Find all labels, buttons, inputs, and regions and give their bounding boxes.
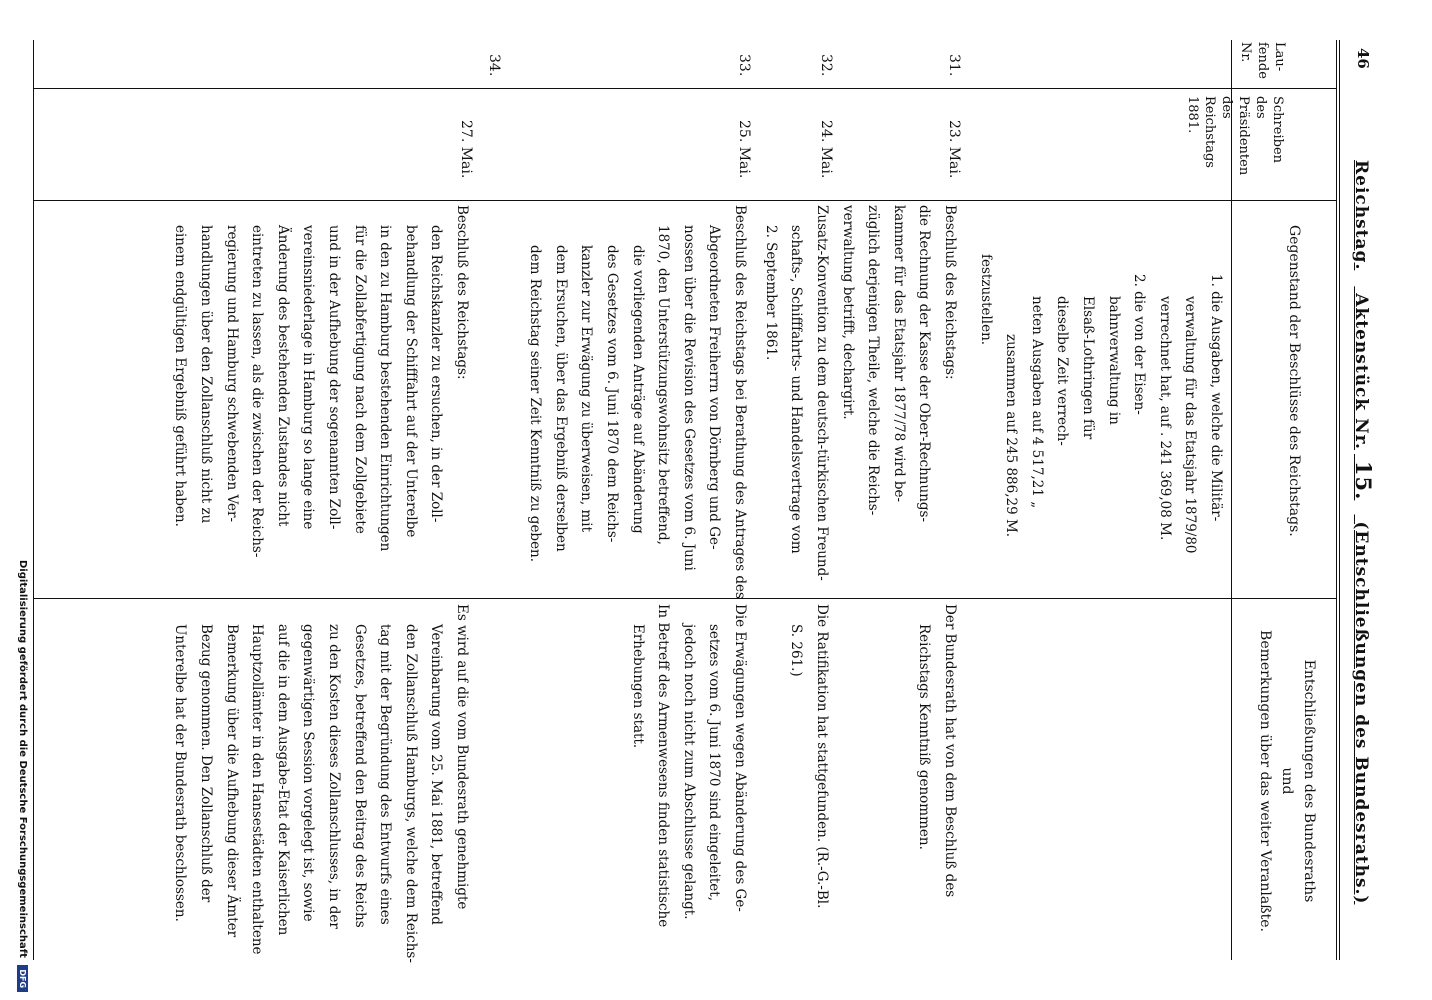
text-line: verwaltung betrifft, dechargirt. [839, 205, 856, 420]
title-number: 15. [1351, 460, 1376, 501]
text-line: jedoch noch nicht zum Abschlusse gelangt. [680, 624, 697, 920]
text-line: neten Ausgaben auf 4 517,21 „ [1028, 296, 1045, 509]
header-text: Schreiben [1270, 96, 1285, 164]
text-line: Gesetzes, betreffend den Beitrag des Reichs [351, 624, 368, 928]
text-line: 2. die von der Eisen- [1131, 274, 1148, 415]
text-line: S. 261.) [788, 624, 805, 677]
header-text: des [1219, 96, 1234, 119]
text-line: vereinsniederlage in Hamburg so lange eine [300, 225, 317, 530]
text-line: zu den Kosten dieses Zollanschlusses, in der [326, 624, 343, 929]
running-title [1351, 160, 1376, 960]
table-top-rule-2 [1336, 40, 1337, 960]
text-line: Bezug genommen. Den Zollanschluß der [198, 624, 215, 903]
row-32-date: 24. Mai. [818, 120, 834, 179]
title-subject: (Entschließungen des Bundesraths.) [1351, 521, 1371, 905]
text-line: Hauptzollämter in den Hansestädten enthaltene [249, 624, 266, 955]
row-32-entschliessung [783, 604, 834, 974]
column-divider-1 [34, 88, 1337, 89]
text-line: Beschluß des Reichstags: [942, 205, 958, 380]
text-line: Die Ratifikation hat stattgefunden. (R.-G.-Bl. [814, 604, 830, 909]
header-text: Lau- [1272, 42, 1287, 72]
header-text: Reichstags [1202, 96, 1217, 168]
text-line: behandlung der Schifffahrt auf der Unterelbe [402, 225, 419, 538]
text-line: für die Zollabfertigung nach dem Zollgebiete [351, 225, 368, 534]
row-34-date: 27. Mai. [458, 120, 474, 179]
row-33-entschliessung [624, 604, 752, 974]
header-text: Nr. [1238, 42, 1253, 63]
text-line: zusammen auf 245 886,29 M. [1003, 334, 1020, 538]
header-text: Präsidenten [1236, 96, 1251, 176]
text-line: Erhebungen statt. [629, 624, 646, 749]
row-34-gegenstand [167, 205, 474, 595]
text-line: kammer für das Etatsjahr 1877/78 wird be- [890, 205, 907, 503]
row-31-entschliessung [911, 604, 962, 974]
table-bottom-rule [33, 40, 34, 960]
text-line: schafts-, Schifffahrts- und Handelsvertrage vom [788, 225, 805, 554]
text-line: auf die in dem Ausgabe-Etat der Kaiserlichen [274, 624, 291, 936]
text-line: 1870, den Unterstützungswohnsitz betreffend, [655, 225, 672, 545]
header-text: und [1279, 767, 1295, 795]
text-line: tag mit der Begründung des Entwurfs eines [377, 624, 394, 925]
dfg-logo: DFG [17, 965, 28, 992]
table-top-rule [1339, 40, 1340, 960]
text-line: festzustellen. [977, 254, 994, 346]
row-34-entschliessung [167, 604, 474, 974]
text-line: des Gesetzes vom 6. Juni 1870 dem Reichs- [604, 245, 621, 543]
header-text: Bemerkungen über das weiter Veranlaßte. [1257, 630, 1273, 932]
text-line: 2. September 1861. [762, 225, 779, 361]
text-line: bahnverwaltung in [1105, 296, 1122, 425]
text-line: Elsaß-Lothringen für [1080, 296, 1097, 440]
text-line: gegenwärtigen Session vorgelegt ist, sowie [300, 624, 317, 922]
text-line: eintreten zu lassen, als die zwischen der Reichs- [249, 225, 266, 558]
row-34-number: 34. [486, 54, 502, 77]
header-text: des [1253, 96, 1268, 119]
text-line: nossen über die Revision des Gesetzes vom 6. Juni [680, 225, 697, 571]
text-line: Vereinbarung vom 25. Mai 1881, betreffend [428, 624, 445, 925]
text-line: handlungen über den Zollanschluß nicht zu [198, 225, 215, 524]
header-text: Entschließungen des Bundesraths [1301, 659, 1317, 903]
text-line: dieselbe Zeit verrech- [1054, 296, 1071, 446]
column-divider-2 [34, 200, 1337, 201]
header-schreiben [1184, 96, 1286, 196]
text-line: den Reichskanzler zu ersuchen, in der Zoll- [428, 225, 445, 523]
text-line: die vorliegenden Anträge auf Abänderung [629, 245, 646, 534]
text-line: Bemerkung über die Aufhebung dieser Ämter [223, 624, 240, 938]
text-line: Die Erwägungen wegen Abänderung des Ge- [732, 604, 748, 912]
row-31-gegenstand [834, 205, 962, 595]
row-33-gegenstand [522, 205, 752, 599]
text-line: setzes vom 6. Juni 1870 sind eingeleitet, [706, 624, 723, 902]
text-line: den Zollanschluß Hamburgs, welche dem Reichs- [402, 624, 419, 963]
text-line: regierung und Hamburg schwebenden Ver- [223, 225, 240, 523]
row-31-number: 31. [946, 54, 962, 77]
text-line: Reichstags Kenntniß genommen. [916, 624, 933, 850]
text-line: In Betreff des Armenwesens finden statistische [655, 604, 672, 928]
digitization-note [17, 560, 28, 989]
title-reichstag: Reichstag. [1351, 160, 1371, 271]
row-32-gegenstand [757, 205, 834, 595]
title-aktenstueck: Aktenstück Nr. [1351, 293, 1371, 450]
text-line: kanzler zur Erwägung zu überweisen, mit [578, 245, 595, 532]
row-33-number: 33. [736, 54, 752, 77]
text-line: Änderung des bestehenden Zustandes nicht [274, 225, 291, 527]
text-line: in den zu Hamburg bestehenden Einrichtungen [377, 225, 394, 552]
text-line: verrechnet hat, auf . 241 369,08 M. [1156, 296, 1173, 541]
digitization-text: Digitalisierung gefördert durch die Deutsche Forschungsgemeinschaft [17, 560, 28, 958]
text-line: Beschluß des Reichstags bei Berathung des Antrages des [732, 205, 748, 599]
header-text: 1881. [1185, 96, 1200, 134]
text-line: die Rechnung der Kasse der Ober-Rechnungs- [916, 205, 933, 523]
page-number: 46 [1354, 48, 1372, 69]
header-gegenstand: Gegenstand der Beschlüsse des Reichstags. [1286, 225, 1302, 537]
text-line: Unterelbe hat der Bundesrath beschlossen. [172, 624, 189, 922]
text-line: züglich derjenigen Theile, welche die Reichs- [865, 205, 882, 516]
text-line: Es wird auf die vom Bundesrath genehmigte [454, 604, 470, 910]
text-line: Der Bundesrath hat von dem Beschluß des [942, 604, 958, 898]
header-entschliessungen [1254, 606, 1320, 956]
text-line: Abgeordneten Freiherrn von Dörnberg und Ge- [706, 225, 723, 550]
row-32-number: 32. [818, 54, 834, 77]
text-line: Zusatz-Konvention zu dem deutsch-türkischen Freund- [814, 205, 830, 581]
prior-item-continuation [972, 224, 1228, 594]
column-divider-3 [34, 598, 1337, 599]
text-line: einem endgültigen Ergebniß geführt haben. [172, 225, 189, 527]
header-text: fende [1255, 42, 1270, 79]
text-line: dem Reichstag seiner Zeit Kenntniß zu geben. [527, 245, 544, 563]
text-line: Beschluß des Reichstags: [454, 205, 470, 380]
row-31-date: 23. Mai. [946, 120, 962, 179]
text-line: verwaltung für das Etatsjahr 1879/80 [1182, 296, 1199, 554]
header-laufende-nr [1237, 42, 1288, 79]
text-line: und in der Aufhebung der sogenannten Zoll- [326, 225, 343, 530]
row-33-date: 25. Mai. [736, 120, 752, 179]
text-line: 1. die Ausgaben, welche die Militär- [1208, 274, 1224, 522]
text-line: dem Ersuchen, über das Ergebniß derselben [552, 245, 569, 552]
